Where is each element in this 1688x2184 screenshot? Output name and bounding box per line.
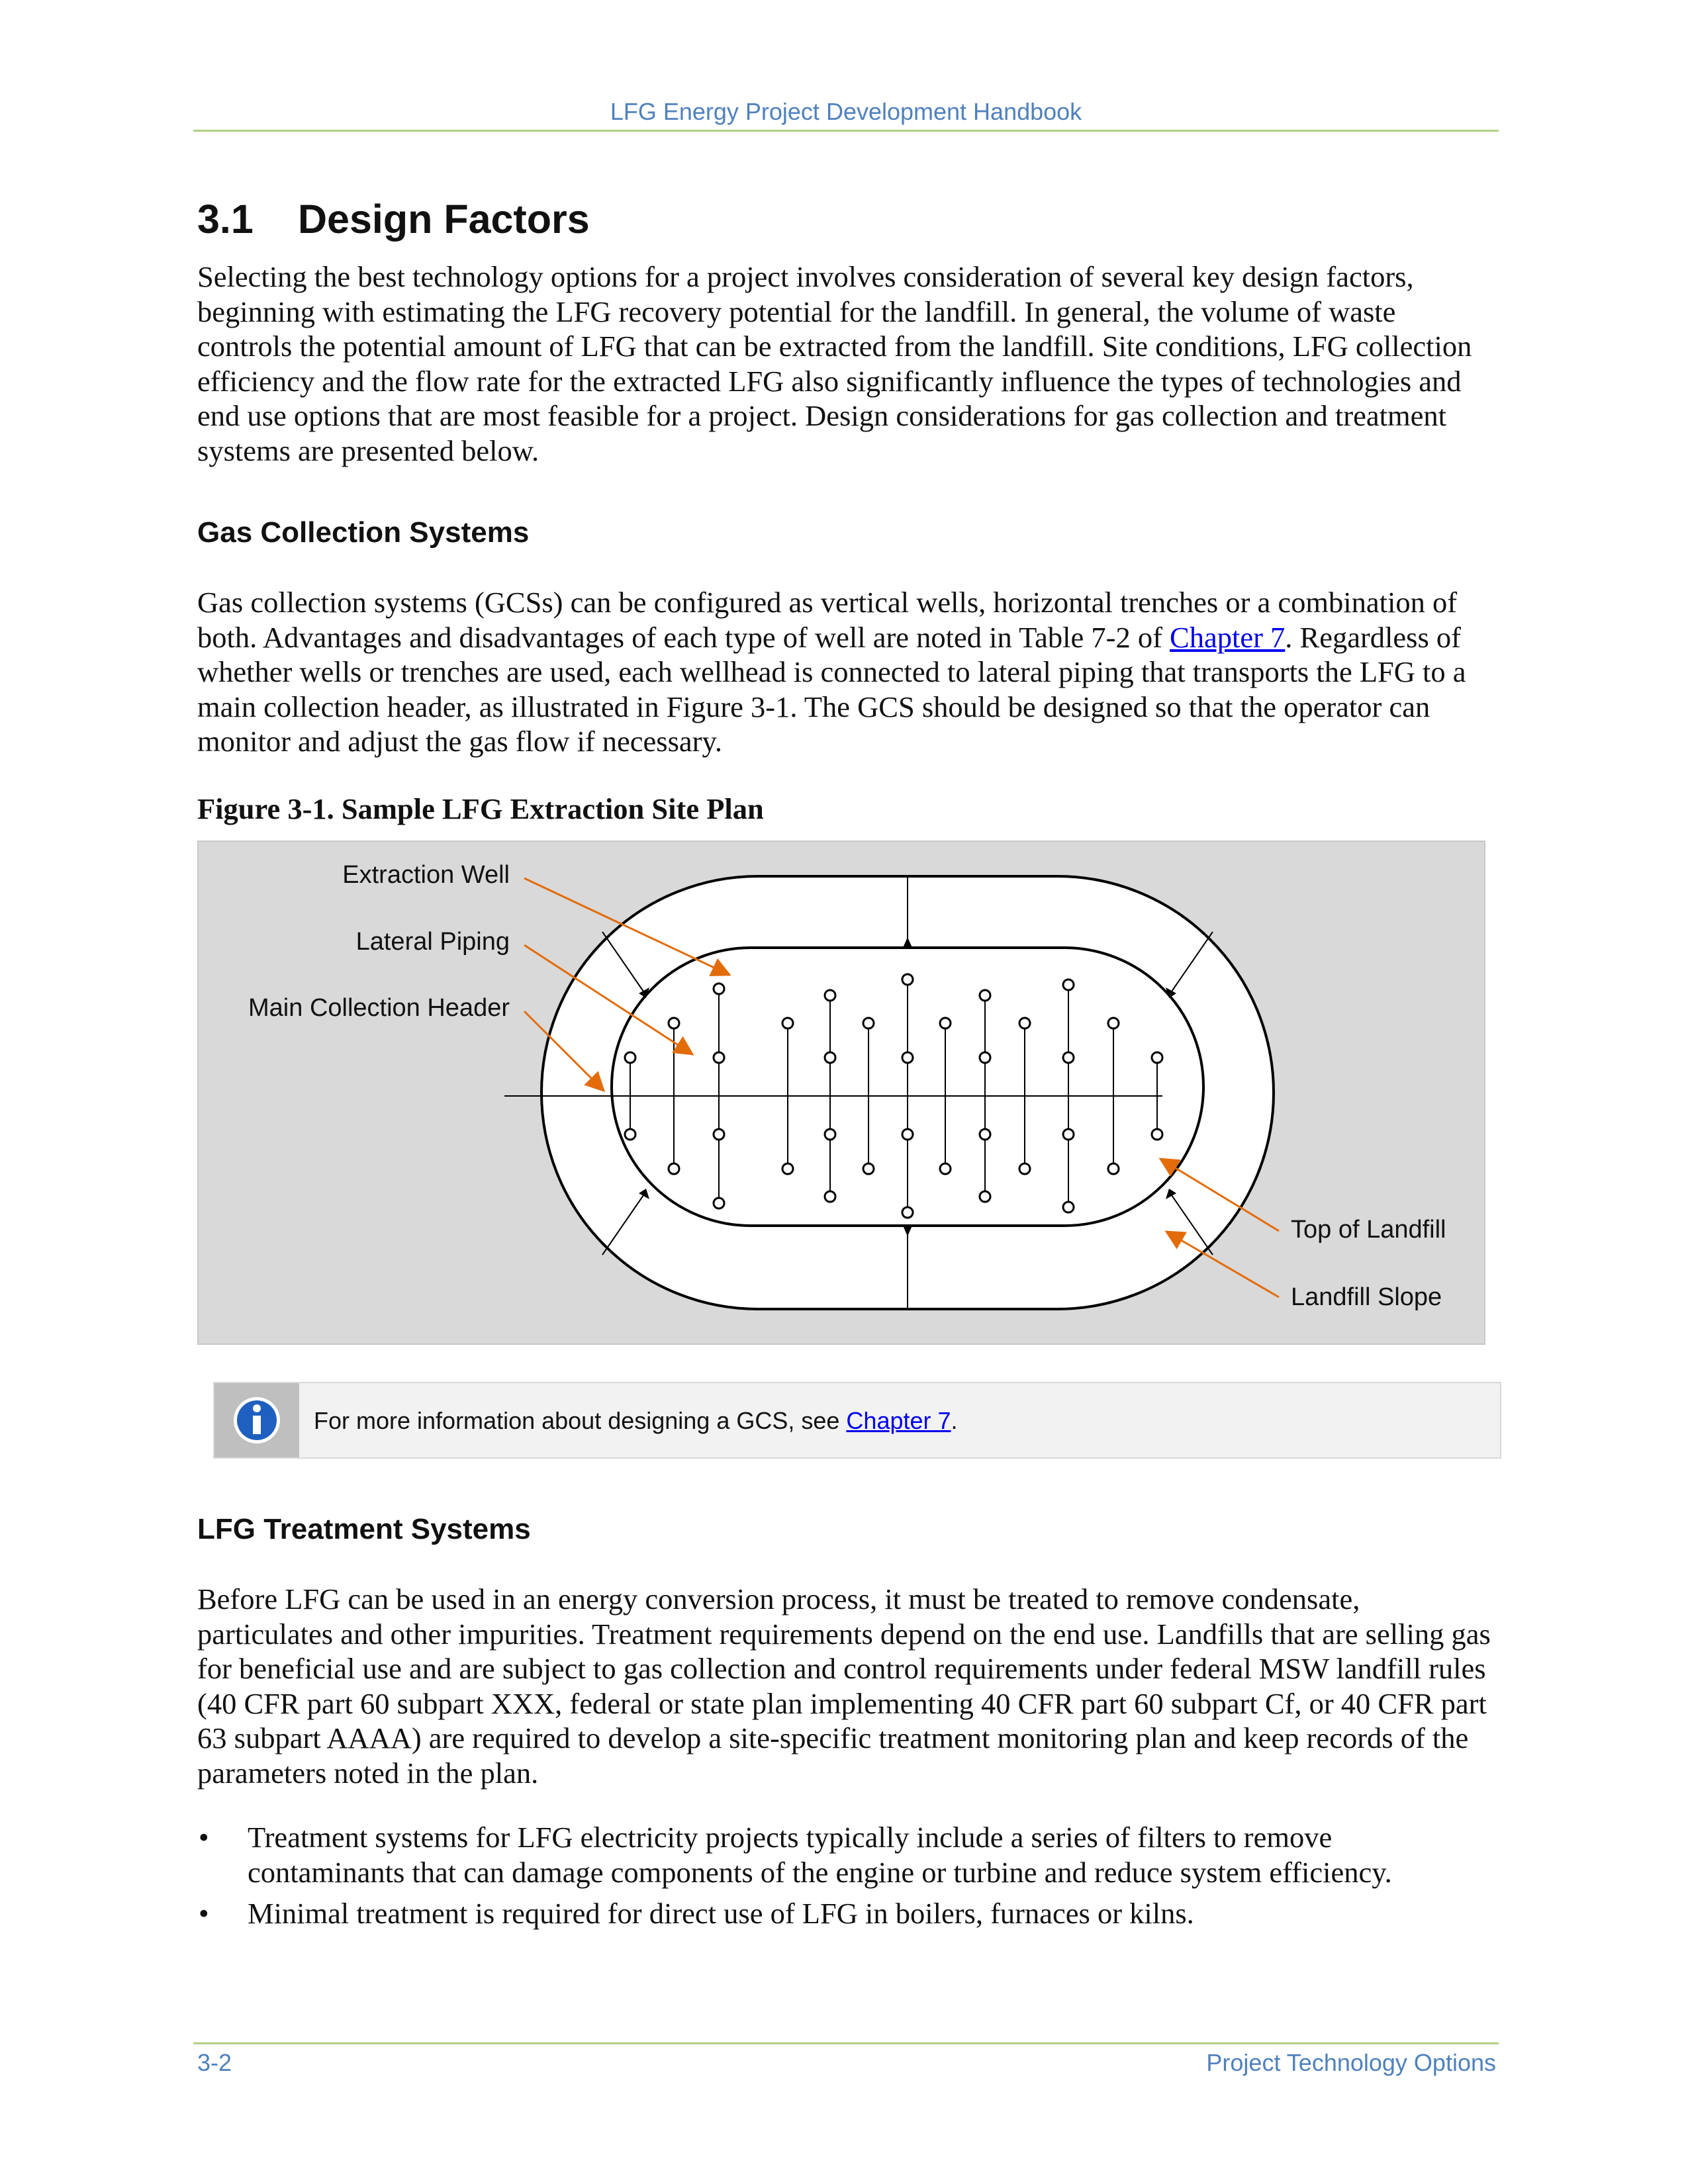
extraction-well [714, 1198, 724, 1208]
extraction-well [902, 1052, 913, 1063]
extraction-well [825, 1129, 835, 1140]
gcs-text-before-link: Gas collection systems (GCSs) can be configured as vertical wells, horizontal trenches or a combination of both. Advantages and disadvantages of each type of well are noted in Table 7-2 of [197, 586, 1458, 654]
extraction-well [1152, 1129, 1162, 1140]
main-header-label: Main Collection Header [248, 994, 510, 1022]
footer-rule [193, 2042, 1499, 2044]
chapter-title: Project Technology Options [1206, 2049, 1496, 2076]
gcs-text-after-link: . Regardless of whether wells or trenches are used, each wellhead is connected to lateral piping that transports the LFG to a main collection header, as illustrated in Figure 3-1. The GCS should be designed so that the operator can monitor and adjust the gas flow if necessary. [197, 620, 1466, 758]
lateral-piping-label: Lateral Piping [355, 928, 510, 956]
extraction-well [825, 1191, 835, 1202]
info-text-after-link: . [951, 1407, 958, 1434]
running-header: LFG Energy Project Development Handbook [610, 98, 1082, 125]
extraction-well [1108, 1018, 1119, 1028]
extraction-well [782, 1163, 793, 1174]
extraction-well [902, 1129, 913, 1140]
info-callout [213, 1382, 1501, 1459]
treatment-heading: LFG Treatment Systems [197, 1513, 531, 1545]
extraction-well [1019, 1163, 1030, 1174]
section-number: 3.1 [197, 197, 254, 242]
extraction-well [625, 1052, 635, 1063]
extraction-well [714, 983, 724, 994]
extraction-well [625, 1129, 635, 1140]
extraction-well [1063, 979, 1074, 990]
header-rule [193, 130, 1499, 132]
extraction-well [902, 974, 913, 985]
bullet-item [197, 1820, 1495, 1889]
page-number: 3-2 [197, 2049, 232, 2076]
info-chapter-7-link[interactable]: Chapter 7 [846, 1407, 951, 1434]
extraction-well [940, 1018, 951, 1028]
extraction-well [1108, 1163, 1119, 1174]
extraction-well [825, 990, 835, 1001]
extraction-well [782, 1018, 793, 1028]
site-plan-figure [197, 841, 1485, 1345]
extraction-well [1063, 1129, 1074, 1140]
section-title-text: Design Factors [298, 197, 590, 242]
section-title [197, 196, 590, 242]
chapter-7-link[interactable]: Chapter 7 [1170, 620, 1286, 654]
extraction-well [1063, 1052, 1074, 1063]
top-of-landfill-label: Top of Landfill [1291, 1216, 1446, 1244]
bullet-item [197, 1896, 1495, 1931]
info-text-before-link: For more information about designing a GCS, see [314, 1407, 847, 1434]
extraction-well [1063, 1202, 1074, 1212]
extraction-well [1019, 1018, 1030, 1028]
extraction-well [669, 1163, 679, 1174]
extraction-well [669, 1018, 679, 1028]
treatment-bullet-list [197, 1820, 1495, 1938]
extraction-well [940, 1163, 951, 1174]
gas-collection-heading: Gas Collection Systems [197, 516, 530, 549]
extraction-well [714, 1052, 724, 1063]
info-text [314, 1407, 958, 1435]
info-icon-cell [214, 1383, 299, 1457]
bullet-text: Minimal treatment is required for direct use of LFG in boilers, furnaces or kilns. [248, 1897, 1194, 1931]
figure-caption: Figure 3-1. Sample LFG Extraction Site Plan [197, 792, 764, 825]
extraction-well [863, 1163, 874, 1174]
intro-paragraph: Selecting the best technology options for a project involves consideration of several key design factors, beginning with estimating the LFG recovery potential for the landfill. In general, the volume of waste controls the potential amount of LFG that can be extracted from the landfill. Site conditions, LFG collection efficiency and the flow rate for the extracted LFG also significantly influence the types of technologies and end use options that are most feasible for a project. Design considerations for gas collection and treatment systems are presented below. [197, 260, 1472, 467]
bullet-symbol: • [199, 1821, 209, 1854]
extraction-well [714, 1129, 724, 1140]
extraction-well [980, 1191, 990, 1202]
extraction-well [980, 990, 990, 1001]
gas-collection-paragraph [197, 585, 1495, 759]
extraction-well [902, 1207, 913, 1218]
treatment-paragraph: Before LFG can be used in an energy conversion process, it must be treated to remove condensate, particulates and other impurities. Treatment requirements depend on the end use. Landfills that are selling gas for beneficial use and are subject to gas collection and control requirements under federal MSW landfill rules (40 CFR part 60 subpart XXX, federal or state plan implementing 40 CFR part 60 subpart Cf, or 40 CFR part 63 subpart AAAA) are required to develop a site-specific treatment monitoring plan and keep records of the parameters noted in the plan. [197, 1582, 1491, 1790]
site-plan-diagram [199, 842, 1484, 1343]
bullet-text: Treatment systems for LFG electricity projects typically include a series of filters to remove contaminants that can damage components of the engine or turbine and reduce system efficiency. [248, 1821, 1392, 1889]
extraction-well [980, 1129, 990, 1140]
landfill-slope-label: Landfill Slope [1291, 1283, 1442, 1311]
info-icon [232, 1395, 282, 1445]
bullet-symbol: • [199, 1897, 209, 1931]
extraction-well [1152, 1052, 1162, 1063]
extraction-well [980, 1052, 990, 1063]
extraction-well-label: Extraction Well [342, 861, 510, 889]
extraction-well [863, 1018, 874, 1028]
extraction-well [825, 1052, 835, 1063]
